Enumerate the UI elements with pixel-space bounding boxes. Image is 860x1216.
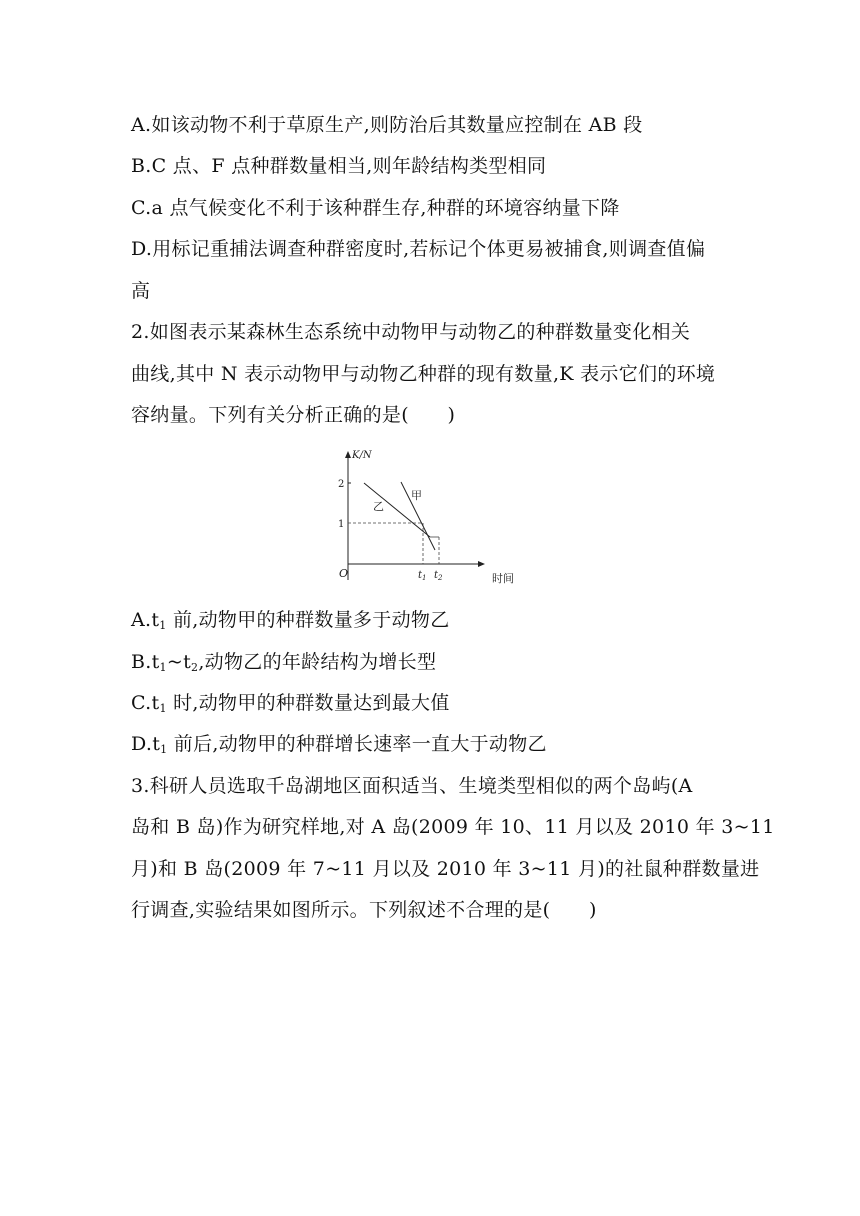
q2-option-c: $C.t_1$ 时,动物甲的种群数量达到最大值: [131, 692, 450, 715]
y-axis-label: K/N: [352, 450, 372, 461]
curve-yi-label: 乙: [373, 500, 384, 513]
q1-option-c: C.a 点气候变化不利于该种群生存,种群的环境容纳量下降: [131, 197, 620, 219]
q2-figure: [330, 444, 530, 590]
q2-option-a: $A.t_1$ 前,动物甲的种群数量多于动物乙: [131, 609, 450, 632]
x-tick-t1: $t_1$: [418, 570, 427, 582]
y-axis-arrow: [345, 451, 351, 458]
x-tick-t2: $t_2$: [434, 570, 443, 582]
q1-option-d-line2: 高: [131, 280, 151, 302]
q2-stem-line3: 容纳量。下列有关分析正确的是( ): [131, 404, 456, 426]
q2-option-b: $B.t_1\sim t_2$,动物乙的年龄结构为增长型: [131, 651, 437, 674]
origin-label: O: [339, 567, 349, 580]
q3-stem-line1: 3.科研人员选取千岛湖地区面积适当、生境类型相似的两个岛屿(A: [131, 775, 693, 797]
q1-option-a: A.如该动物不利于草原生产,则防治后其数量应控制在 AB 段: [131, 114, 643, 136]
y-tick-1: 1: [338, 519, 345, 530]
y-tick-2: 2: [338, 479, 345, 490]
x-axis-label: 时间: [492, 572, 514, 585]
curve-jia-label: 甲: [411, 489, 422, 502]
q1-option-d-line1: D.用标记重捕法调查种群密度时,若标记个体更易被捕食,则调查值偏: [131, 238, 706, 260]
q2-stem-line2: 曲线,其中 N 表示动物甲与动物乙种群的现有数量,K 表示它们的环境: [131, 363, 716, 385]
q3-stem-line2: 岛和 B 岛)作为研究样地,对 A 岛(2009 年 10、11 月以及 2010 年 3~11: [131, 816, 775, 838]
q1-option-b: B.C 点、F 点种群数量相当,则年龄结构类型相同: [131, 155, 547, 177]
q2-option-d: $D.t_1$ 前后,动物甲的种群增长速率一直大于动物乙: [131, 733, 547, 756]
q3-stem-line3: 月)和 B 岛(2009 年 7~11 月以及 2010 年 3~11 月)的社鼠种群数量进: [131, 858, 760, 880]
x-axis-arrow: [478, 561, 485, 567]
q3-stem-line4: 行调查,实验结果如图所示。下列叙述不合理的是( ): [131, 899, 597, 921]
q2-stem-line1: 2.如图表示某森林生态系统中动物甲与动物乙的种群数量变化相关: [131, 321, 691, 343]
